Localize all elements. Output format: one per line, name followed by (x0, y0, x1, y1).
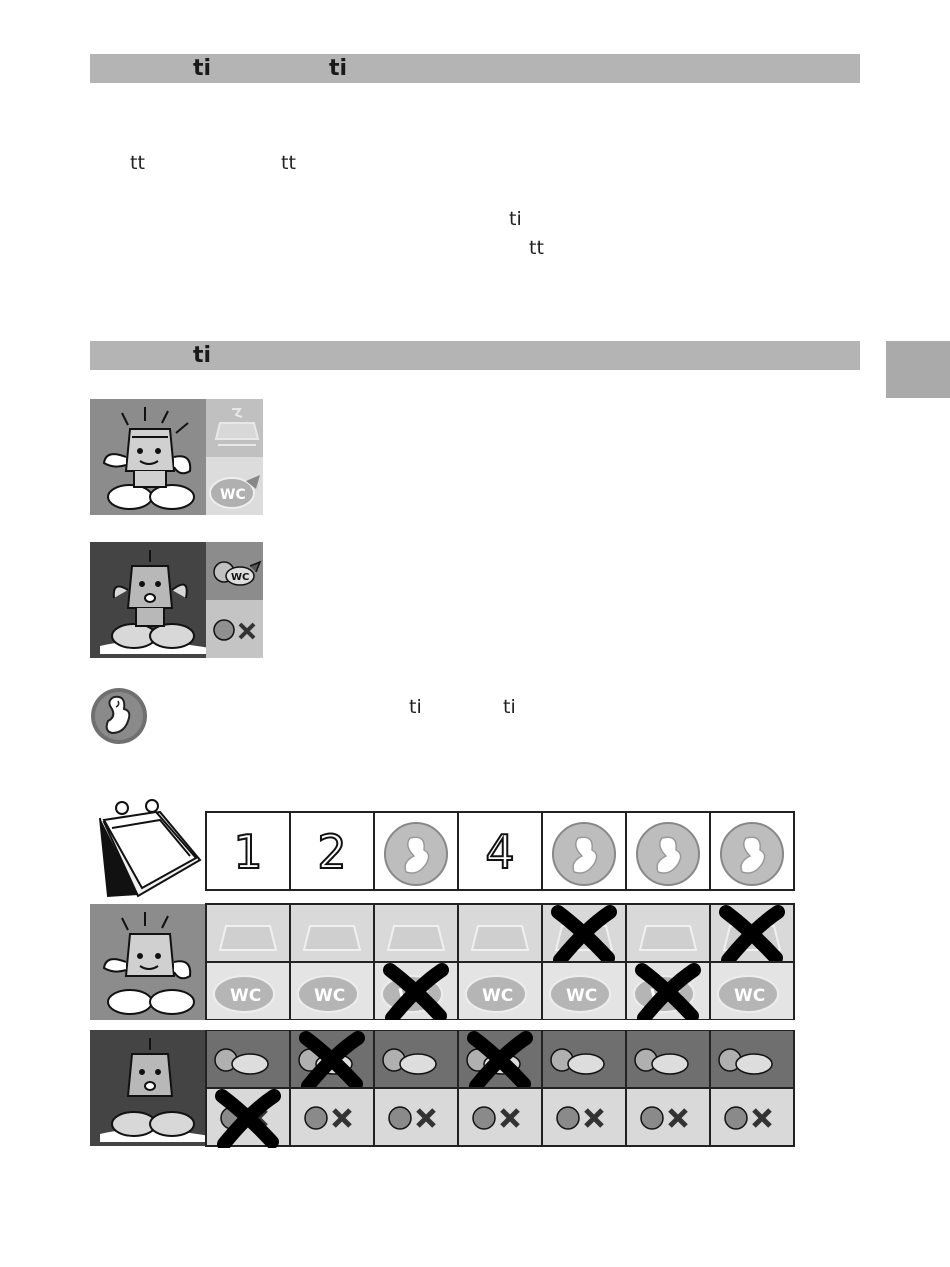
column-header-number: 4 (485, 825, 515, 879)
body-fragment: tt (529, 237, 544, 259)
alarm-wc-bubble (652, 1054, 688, 1074)
tip-icon (90, 687, 148, 745)
table-cell (710, 1088, 794, 1146)
group-separator (90, 1020, 795, 1030)
wet-character-legend (90, 542, 263, 658)
column-header-number: 1 (233, 825, 263, 879)
wc-icon-label: WC (482, 986, 514, 1006)
body-fragment: ti (509, 208, 522, 230)
alarm-no-icon (389, 1107, 411, 1129)
section-heading-bar-2 (90, 341, 860, 370)
side-tab (886, 341, 950, 398)
alarm-no-icon (305, 1107, 327, 1129)
dry-bed-icon (472, 926, 528, 950)
table-cell (542, 1088, 626, 1146)
body-fragment: tt (130, 152, 145, 174)
heading-fragment: ti (193, 343, 212, 368)
dry-bed-icon (220, 926, 276, 950)
alarm-wc-bubble (568, 1054, 604, 1074)
alarm-wc-bubble (736, 1054, 772, 1074)
body-fragment: tt (281, 152, 296, 174)
svg-text:WC: WC (231, 572, 250, 583)
heading-fragment: ti (329, 56, 348, 81)
note-fragment: ti (503, 696, 516, 718)
svg-text:WC: WC (220, 487, 246, 503)
alarm-wc-bubble (400, 1054, 436, 1074)
dry-bed-icon (640, 926, 696, 950)
tracking-chart (90, 798, 795, 1148)
dry-character-legend (90, 399, 263, 515)
alarm-no-icon (641, 1107, 663, 1129)
wc-icon-label: WC (314, 986, 346, 1006)
wc-icon-label: WC (650, 986, 682, 1006)
column-header-number: 2 (317, 825, 347, 879)
heading-fragment: ti (193, 56, 212, 81)
alarm-wc-bubble (232, 1054, 268, 1074)
dry-bed-icon (304, 926, 360, 950)
calendar-icon (100, 800, 200, 896)
table-cell (290, 1088, 374, 1146)
note-fragment: ti (409, 696, 422, 718)
table-cell (626, 1088, 710, 1146)
wc-icon-label: WC (398, 986, 430, 1006)
section-heading-bar-1 (90, 54, 860, 83)
wc-icon-label: WC (566, 986, 598, 1006)
dry-bed-icon (388, 926, 444, 950)
wc-icon-label: WC (230, 986, 262, 1006)
alarm-no-icon (725, 1107, 747, 1129)
wc-icon-label: WC (734, 986, 766, 1006)
alarm-no-icon (557, 1107, 579, 1129)
table-cell (458, 1088, 542, 1146)
alarm-no-icon (473, 1107, 495, 1129)
table-cell (374, 1088, 458, 1146)
